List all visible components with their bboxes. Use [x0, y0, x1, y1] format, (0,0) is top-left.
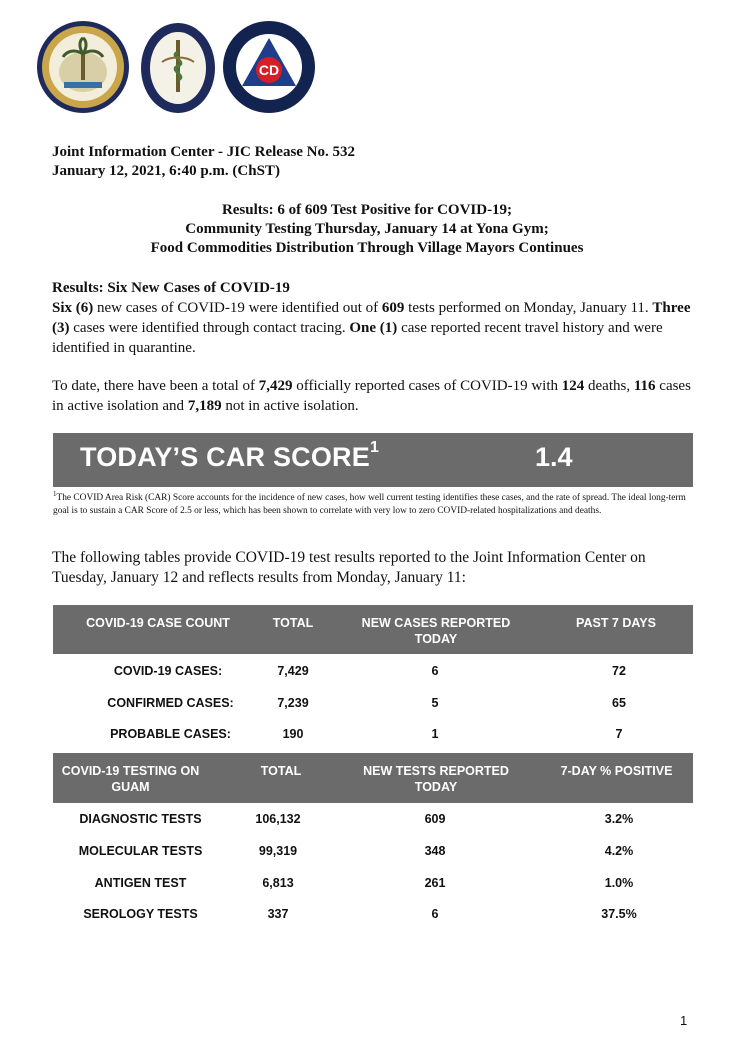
- car-label-text: TODAY’S CAR SCORE: [80, 442, 370, 472]
- headline-line-2: Community Testing Thursday, January 14 at Yona Gym;: [185, 221, 549, 237]
- section-title: Results: Six New Cases of COVID-19: [52, 280, 290, 296]
- car-footnote: [53, 488, 693, 517]
- civil-defense-seal-logo: [222, 20, 316, 114]
- headline-line-3: Food Commodities Distribution Through Village Mayors Continues: [150, 240, 584, 256]
- row-label: DIAGNOSTIC TESTS: [79, 812, 202, 826]
- release-date: January 12, 2021, 6:40 p.m. (ChST): [52, 163, 280, 179]
- table-row: [53, 696, 693, 716]
- table-row: [53, 876, 693, 896]
- row-label: CONFIRMED CASES:: [107, 696, 234, 710]
- text: officially reported cases of COVID-19 with: [292, 378, 562, 394]
- totals-paragraph: [52, 376, 692, 416]
- governors-seal-logo: [36, 20, 130, 114]
- page-number: 1: [680, 1013, 688, 1028]
- row-label: SEROLOGY TESTS: [83, 907, 198, 921]
- case-table-header: [53, 605, 693, 654]
- row-past7: 65: [612, 696, 626, 710]
- row-positive: 3.2%: [604, 812, 634, 826]
- new-cases-paragraph: [52, 298, 692, 358]
- row-total: 7,239: [277, 696, 309, 710]
- car-score-value: 1.4: [535, 442, 573, 472]
- case-header-total: TOTAL: [272, 616, 314, 630]
- svg-text:CD: CD: [258, 62, 280, 78]
- row-positive: 37.5%: [601, 907, 637, 921]
- row-total: 6,813: [262, 876, 294, 890]
- car-score-banner: [53, 433, 693, 487]
- tables-intro: The following tables provide COVID-19 test results reported to the Joint Information Center on Tuesday, January 12 and reflects results from Monday, January 11:: [52, 549, 646, 586]
- footnote-marker: 1: [369, 439, 380, 456]
- row-label: ANTIGEN TEST: [94, 876, 187, 890]
- public-health-seal-logo: [140, 22, 216, 114]
- text: new cases of COVID-19 were identified out of: [93, 300, 382, 316]
- row-total: 7,429: [277, 664, 309, 678]
- table-row: [53, 844, 693, 864]
- testing-table-header: [53, 753, 693, 803]
- row-total: 99,319: [258, 844, 298, 858]
- table-row: [53, 812, 693, 832]
- text: cases in active isolation and: [52, 378, 691, 414]
- table-row: [53, 727, 693, 747]
- bold-text: 124: [561, 378, 585, 394]
- footnote-marker: 1: [53, 490, 57, 498]
- row-new: 609: [424, 812, 446, 826]
- testing-header-positive: 7-DAY % POSITIVE: [560, 764, 673, 778]
- bold-text: Six (6): [52, 300, 94, 316]
- text: not in active isolation.: [221, 398, 359, 414]
- bold-text: Three (3): [52, 300, 691, 336]
- row-new: 6: [431, 664, 439, 678]
- testing-header-total: TOTAL: [260, 764, 302, 778]
- car-score-label: [80, 439, 380, 473]
- text: To date, there have been a total of: [52, 378, 259, 394]
- text: case reported recent travel history and were identified in quarantine.: [52, 320, 663, 356]
- row-label: COVID-19 CASES:: [113, 664, 223, 678]
- release-header: [52, 143, 355, 181]
- row-new: 5: [431, 696, 439, 710]
- row-past7: 7: [615, 727, 623, 741]
- bold-text: One (1): [349, 320, 398, 336]
- case-header-past7: PAST 7 DAYS: [576, 616, 656, 630]
- row-past7: 72: [612, 664, 626, 678]
- row-new: 6: [431, 907, 439, 921]
- row-positive: 1.0%: [604, 876, 634, 890]
- bold-text: 116: [633, 378, 656, 394]
- footnote-text: The COVID Area Risk (CAR) Score accounts for the incidence of new cases, how well current testing identifies these cases, and the rate of spread. The ideal long-term goal is to sustain a CAR Score of 2.5 or less, which has been shown to correlate with very low to zero COVID-related hospitalizations and deaths.: [53, 493, 686, 516]
- row-label: MOLECULAR TESTS: [78, 844, 203, 858]
- release-number: Joint Information Center - JIC Release No. 532: [52, 144, 356, 160]
- headline-line-1: Results: 6 of 609 Test Positive for COVID-19;: [221, 202, 513, 218]
- text: deaths,: [584, 378, 634, 394]
- case-header-count: COVID-19 CASE COUNT: [86, 616, 230, 630]
- bold-text: 7,189: [187, 398, 222, 414]
- row-new: 1: [431, 727, 439, 741]
- headline: [52, 201, 682, 258]
- row-positive: 4.2%: [604, 844, 634, 858]
- bold-text: 609: [381, 300, 405, 316]
- row-new: 261: [424, 876, 446, 890]
- text: tests performed on Monday, January 11.: [404, 300, 653, 316]
- row-total: 190: [282, 727, 304, 741]
- text: cases were identified through contact tracing.: [69, 320, 350, 336]
- row-total: 106,132: [255, 812, 301, 826]
- testing-header-new: NEW TESTS REPORTED TODAY: [363, 764, 509, 794]
- table-row: [53, 664, 693, 684]
- row-new: 348: [424, 844, 446, 858]
- case-header-new: NEW CASES REPORTED TODAY: [361, 616, 511, 646]
- bold-text: 7,429: [258, 378, 293, 394]
- row-total: 337: [267, 907, 289, 921]
- testing-header-label: COVID-19 TESTING ON GUAM: [61, 764, 200, 794]
- table-row: [53, 907, 693, 927]
- row-label: PROBABLE CASES:: [110, 727, 231, 741]
